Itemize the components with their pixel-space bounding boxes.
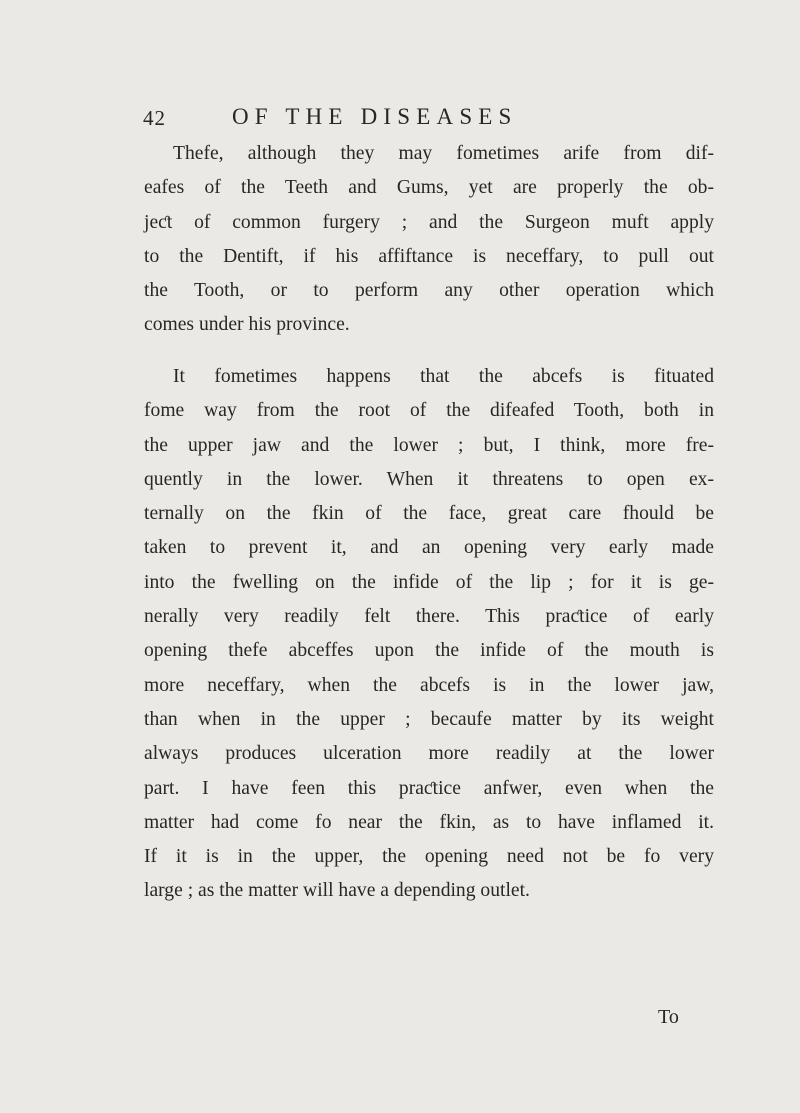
text-line: the Tooth, or to perform any other operation which [144,280,714,302]
text-line: comes under his province. [144,314,350,336]
text-line: part. I have feen this praƈtice anfwer, even when the [144,777,714,799]
text-line: Thefe, although they may fometimes arife from dif- [173,143,714,164]
text-line: eafes of the Teeth and Gums, yet are properly the ob- [144,177,714,199]
text-line: If it is in the upper, the opening need not be fo very [144,846,714,868]
text-line: fome way from the root of the difeafed Tooth, both in [144,400,714,422]
text-line: large ; as the matter will have a depending outlet. [144,880,530,902]
catchword: To [658,1006,679,1028]
text-line: matter had come fo near the fkin, as to have inflamed it. [144,811,714,833]
text-line: always produces ulceration more readily at the lower [144,743,714,765]
text-line: than when in the upper ; becaufe matter by its weight [144,708,714,730]
text-line: taken to prevent it, and an opening very early made [144,537,714,559]
text-line: the upper jaw and the lower ; but, I think, more fre- [144,434,714,456]
paragraph-1 [144,137,714,343]
text-line: ternally on the fkin of the face, great care fhould be [144,503,714,525]
text-line: more neceffary, when the abcefs is in the lower jaw, [144,674,714,696]
text-line: opening thefe abceffes upon the infide of the mouth is [144,640,714,662]
text-line: to the Dentift, if his affiftance is neceffary, to pull out [144,245,714,267]
text-line: into the fwelling on the infide of the lip ; for it is ge- [144,571,714,593]
text-line: nerally very readily felt there. This praƈtice of early [144,606,714,628]
text-line: It fometimes happens that the abcefs is fituated [173,366,714,387]
running-head: OF THE DISEASES [232,104,518,129]
text-line: jeƈt of common furgery ; and the Surgeon muft apply [144,211,714,233]
page-number: 42 [143,106,166,130]
paragraph-2 [144,360,714,909]
text-line: quently in the lower. When it threatens to open ex- [144,468,714,490]
